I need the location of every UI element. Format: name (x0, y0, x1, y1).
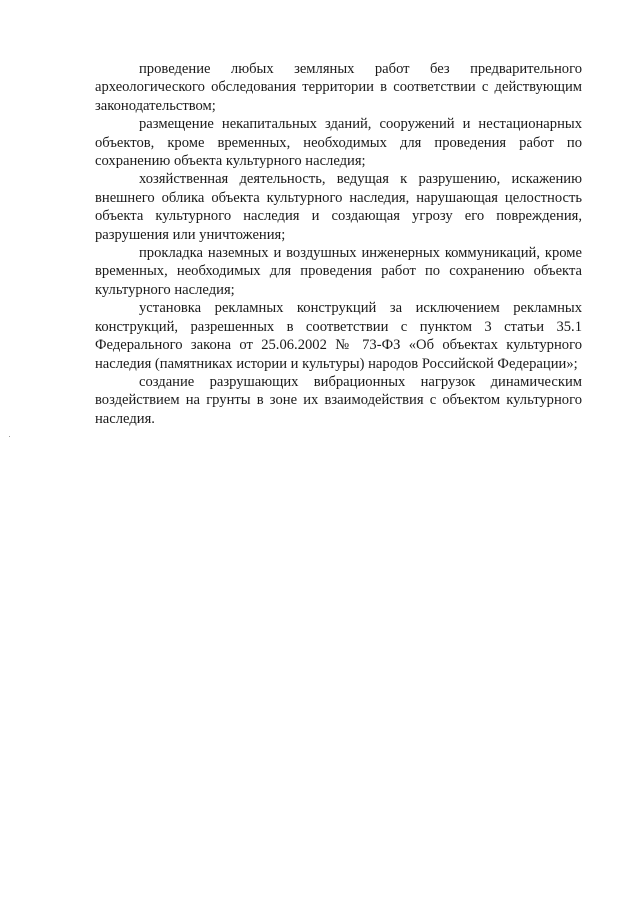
paragraph-temporary-structures: размещение некапитальных зданий, сооружений и нестационарных объектов, кроме временных, необходимых для проведения работ по сохранению объекта культурного наследия; (95, 116, 582, 170)
document-body (95, 60, 582, 428)
scan-speck (9, 436, 10, 437)
paragraph-economic-activity: хозяйственная деятельность, ведущая к разрушению, искажению внешнего облика объекта культурного наследия, нарушающая целостность объекта культурного наследия и создающая угрозу его повреждения, разрушения или уничтожения; (95, 171, 582, 243)
paragraph-advertising: установка рекламных конструкций за исключением рекламных конструкций, разрешенных в соответствии с пунктом 3 статьи 35.1 Федерального закона от 25.06.2002 № 73-ФЗ «Об объектах культурного наследия (памятниках истории и культуры) народов Российской Федерации»; (95, 300, 582, 372)
paragraph-earthworks: проведение любых земляных работ без предварительного археологического обследования территории в соответствии с действующим законодательством; (95, 61, 582, 114)
paragraph-utility-lines: прокладка наземных и воздушных инженерных коммуникаций, кроме временных, необходимых для проведения работ по сохранению объекта культурного наследия; (95, 245, 582, 298)
paragraph-vibration-loads: создание разрушающих вибрационных нагрузок динамическим воздействием на грунты в зоне их взаимодействия с объектом культурного наследия. (95, 373, 582, 427)
